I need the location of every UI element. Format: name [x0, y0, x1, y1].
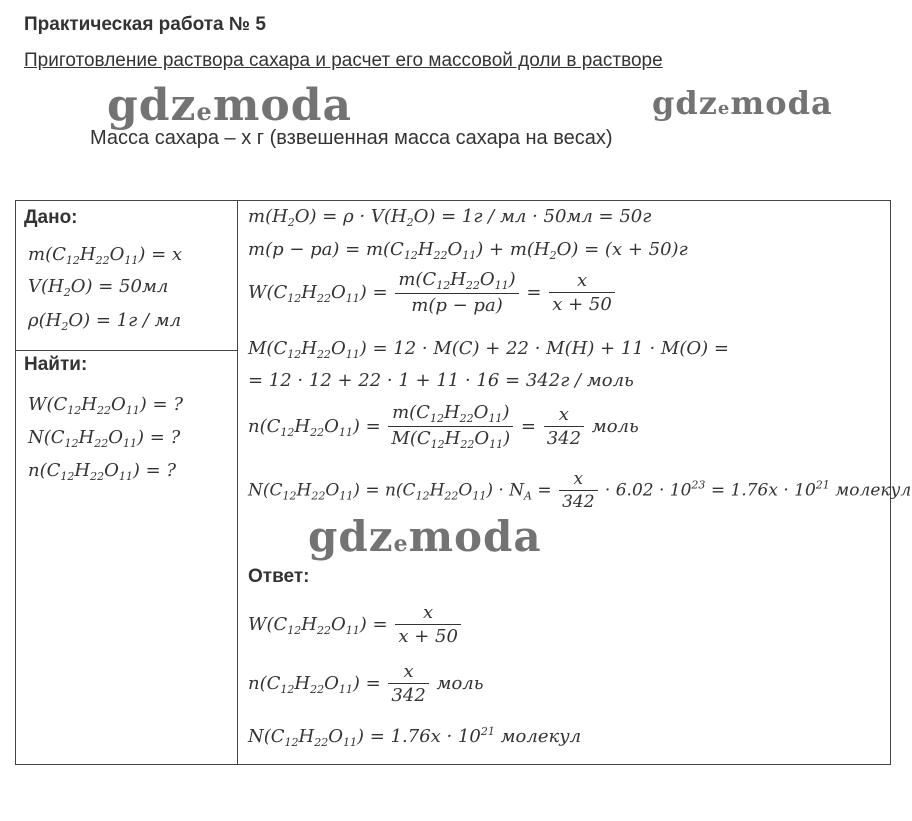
solution-mass-formula: $m(p - pa) = m(C_{12}H_{22}O_{11}) + m(H_2O) = (x + 50)г$	[248, 239, 688, 262]
watermark-logo: gdzemoda	[652, 84, 833, 122]
given-header: Дано:	[24, 207, 78, 228]
solution-table	[15, 200, 912, 765]
moles-formula: $n(C_{12}H_{22}O_{11})$ = $\frac{m(C_{12}H_{22}O_{11})}{M(C_{12}H_{22}O_{11})}$ = $\frac{x}{342}$ моль	[248, 402, 639, 451]
molar-mass-value: = 12 · 12 + 22 · 1 + 11 · 16 = 342г / моль	[248, 370, 634, 391]
answer-mass-fraction: $W(C_{12}H_{22}O_{11})$ = $\frac{x}{x + 50}$	[248, 604, 463, 646]
watermark-logo: gdzemoda	[308, 512, 542, 561]
watermark-logo: gdzemoda	[107, 80, 352, 131]
given-sugar-mass: $m(C_{12}H_{22}O_{11}) = x$	[28, 244, 183, 267]
find-moles: $n(C_{12}H_{22}O_{11})$ = ?	[28, 460, 177, 483]
answer-header: Ответ:	[248, 566, 310, 587]
find-header: Найти:	[24, 354, 88, 375]
row-divider	[16, 350, 237, 351]
molecule-count-formula: $N(C_{12}H_{22}O_{11}) = n(C_{12}H_{22}O_{11}) \cdot N_A$ = $\frac{x}{342}$ · $6.02 \cdot 10^{23} = 1.76x \cdot 10^{21}$ молекул	[248, 469, 912, 512]
water-mass-formula: $m(H_2O) = \rho \cdot V(H_2O) = 1г$ / мл · 50мл = 50г	[248, 206, 652, 229]
page-title: Практическая работа № 5	[24, 14, 266, 35]
find-mass-fraction: $W(C_{12}H_{22}O_{11})$ = ?	[28, 394, 183, 417]
answer-molecule-count: $N(C_{12}H_{22}O_{11}) = 1.76x \cdot 10^{21}$ молекул	[248, 725, 582, 749]
find-molecule-count: $N(C_{12}H_{22}O_{11})$ = ?	[28, 427, 181, 450]
page-subtitle: Приготовление раствора сахара и расчет его массовой доли в растворе	[24, 50, 663, 71]
unit-ml: мл	[141, 276, 169, 297]
given-water-volume: $V(H_2O) = 50мл$	[28, 276, 169, 299]
sugar-mass-note: Масса сахара – х г (взвешенная масса сахара на весах)	[90, 127, 613, 149]
answer-moles: $n(C_{12}H_{22}O_{11})$ = $\frac{x}{342}$ моль	[248, 661, 484, 706]
unit-g-per-ml: г / мл	[128, 310, 182, 331]
mass-fraction-formula: $W(C_{12}H_{22}O_{11})$ = $\frac{m(C_{12}H_{22}O_{11})}{m(p - pa)}$ = $\frac{x}{x + 50}$	[248, 271, 617, 315]
column-divider	[237, 201, 238, 764]
given-water-density: $\rho(H_2O) = 1г$ / мл	[28, 310, 182, 333]
molar-mass-formula: $M(C_{12}H_{22}O_{11}) = 12 \cdot M(C) + 22 \cdot M(H) + 11 \cdot M(O)$ =	[248, 338, 729, 361]
